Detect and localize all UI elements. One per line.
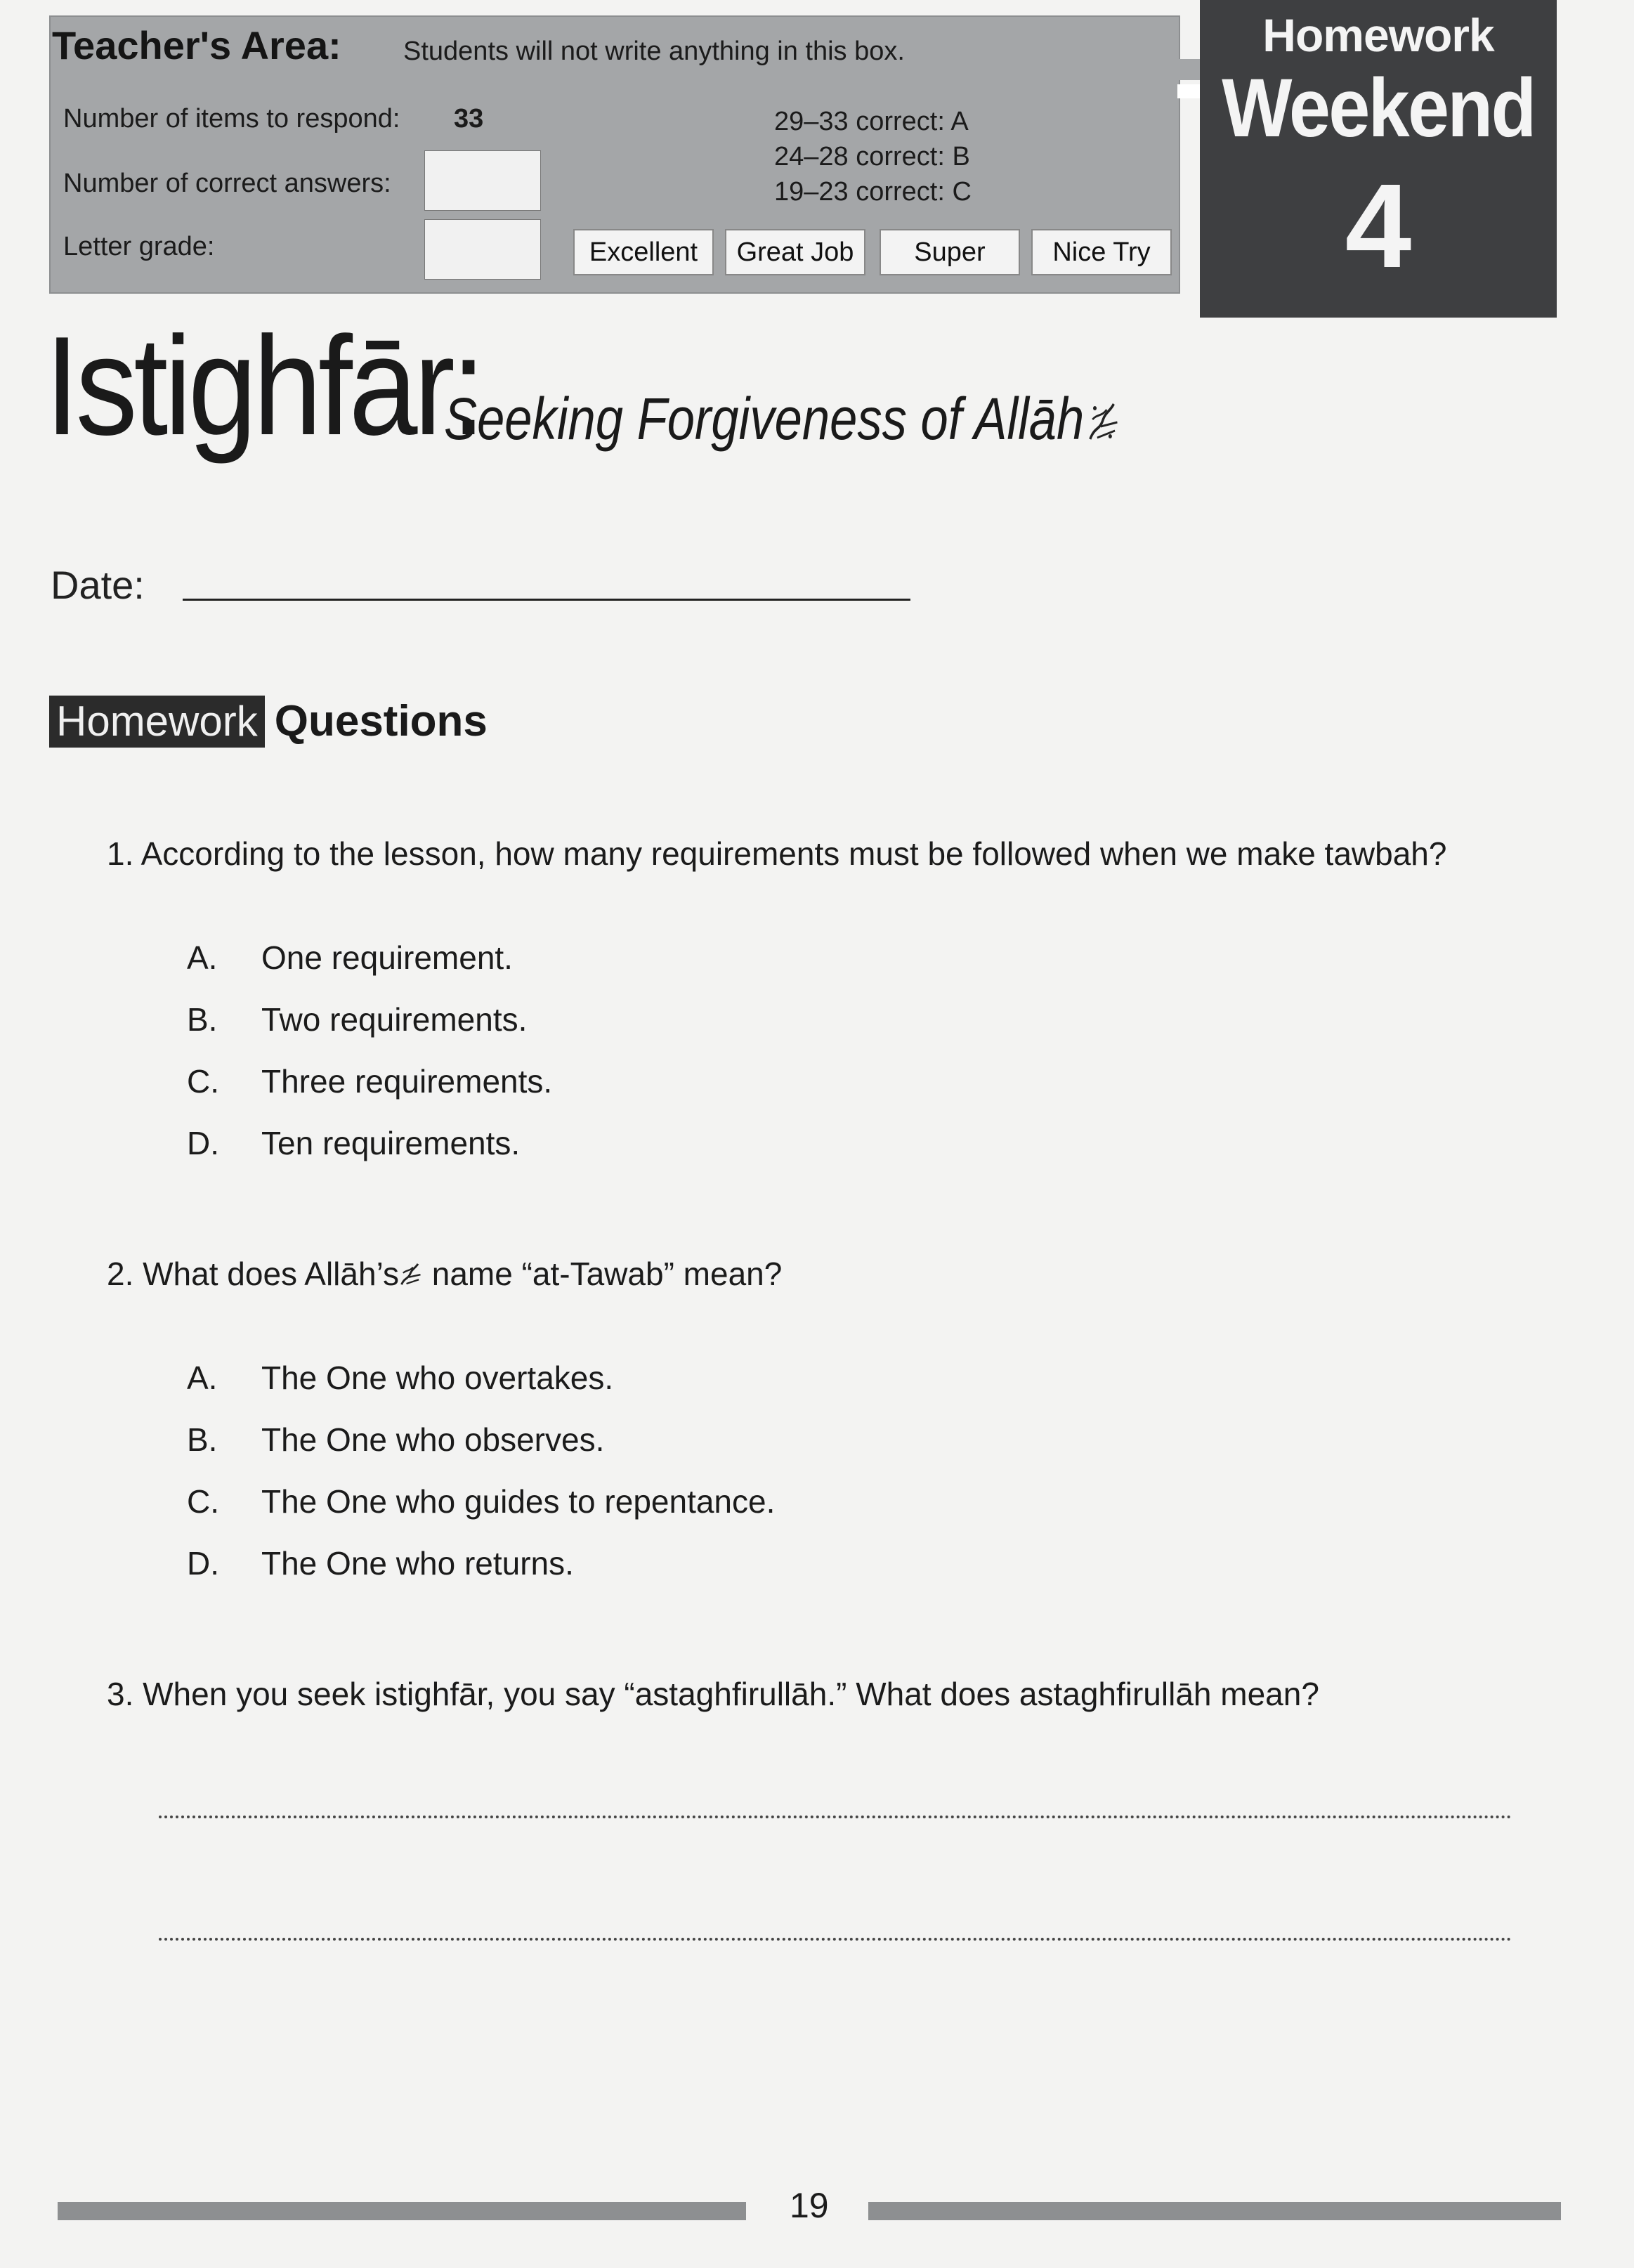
footer-bar-left xyxy=(58,2202,746,2220)
option-letter: B. xyxy=(187,1421,218,1458)
footer-bar-right xyxy=(868,2202,1561,2220)
teacher-area-title: Teacher's Area: xyxy=(52,23,341,67)
question-2 xyxy=(107,1255,782,1293)
question-2-option-d[interactable] xyxy=(187,1544,889,1584)
honorific-glyph-icon xyxy=(1087,398,1121,443)
grade-scale-a: 29–33 correct: A xyxy=(774,107,969,136)
date-label: Date: xyxy=(51,563,145,607)
page-number: 19 xyxy=(790,2186,829,2225)
question-2-text: 2. What does Allāh’s xyxy=(107,1256,399,1292)
question-1-option-a[interactable] xyxy=(187,939,819,978)
items-count: 33 xyxy=(454,104,484,133)
option-text: One requirement. xyxy=(261,939,513,976)
teacher-area xyxy=(49,15,1180,294)
items-label: Number of items to respond: xyxy=(63,104,400,133)
question-1-option-d[interactable] xyxy=(187,1124,819,1164)
date-field[interactable] xyxy=(183,599,910,601)
great-job-box[interactable]: Great Job xyxy=(725,229,865,275)
excellent-box[interactable]: Excellent xyxy=(573,229,714,275)
letter-grade-label: Letter grade: xyxy=(63,232,215,261)
homework-weekend-badge xyxy=(1200,0,1557,318)
correct-answers-field[interactable] xyxy=(424,150,541,211)
option-text: Ten requirements. xyxy=(261,1125,521,1161)
question-2-option-c[interactable] xyxy=(187,1482,889,1522)
question-1-option-b[interactable] xyxy=(187,1001,819,1040)
super-box[interactable]: Super xyxy=(880,229,1020,275)
option-text: The One who overtakes. xyxy=(261,1360,614,1396)
option-text: The One who returns. xyxy=(261,1545,574,1582)
option-text: Three requirements. xyxy=(261,1063,553,1100)
badge-weekend: Weekend xyxy=(1222,62,1535,155)
question-2-option-a[interactable] xyxy=(187,1359,889,1398)
section-header xyxy=(49,696,488,748)
option-text: The One who observes. xyxy=(261,1421,605,1458)
grade-scale xyxy=(774,104,972,209)
option-text: Two requirements. xyxy=(261,1001,528,1038)
grade-scale-b: 24–28 correct: B xyxy=(774,142,970,171)
question-2-text-end: name “at-Tawab” mean? xyxy=(422,1256,783,1292)
grade-scale-c: 19–23 correct: C xyxy=(774,177,972,207)
option-letter: A. xyxy=(187,1360,218,1396)
badge-homework: Homework xyxy=(1262,9,1494,61)
question-1: 1. According to the lesson, how many requirements must be followed when we make tawbah? xyxy=(107,835,1447,872)
answer-line-2[interactable] xyxy=(159,1938,1512,1941)
section-header-bold: Questions xyxy=(274,697,488,745)
section-header-box: Homework xyxy=(49,696,265,748)
nice-try-box[interactable]: Nice Try xyxy=(1031,229,1172,275)
badge-number: 4 xyxy=(1345,159,1412,293)
option-letter: D. xyxy=(187,1545,219,1582)
correct-answers-label: Number of correct answers: xyxy=(63,169,391,198)
page-title: Istighfār: xyxy=(45,308,483,464)
question-1-option-c[interactable] xyxy=(187,1062,819,1102)
option-letter: B. xyxy=(187,1001,218,1038)
option-letter: C. xyxy=(187,1483,219,1520)
honorific-glyph-icon xyxy=(399,1260,423,1288)
question-2-option-b[interactable] xyxy=(187,1421,889,1460)
option-letter: C. xyxy=(187,1063,219,1100)
option-text: The One who guides to repentance. xyxy=(261,1483,776,1520)
page-subtitle-text: Seeking Forgiveness of Allāh xyxy=(444,386,1085,452)
option-letter: D. xyxy=(187,1125,219,1161)
letter-grade-field[interactable] xyxy=(424,219,541,280)
question-3: 3. When you seek istighfār, you say “astaghfirullāh.” What does astaghfirullāh mean? xyxy=(107,1676,1319,1712)
page-subtitle xyxy=(444,385,1120,453)
answer-line-1[interactable] xyxy=(159,1816,1512,1818)
teacher-area-note: Students will not write anything in this box. xyxy=(403,37,905,66)
option-letter: A. xyxy=(187,939,218,976)
